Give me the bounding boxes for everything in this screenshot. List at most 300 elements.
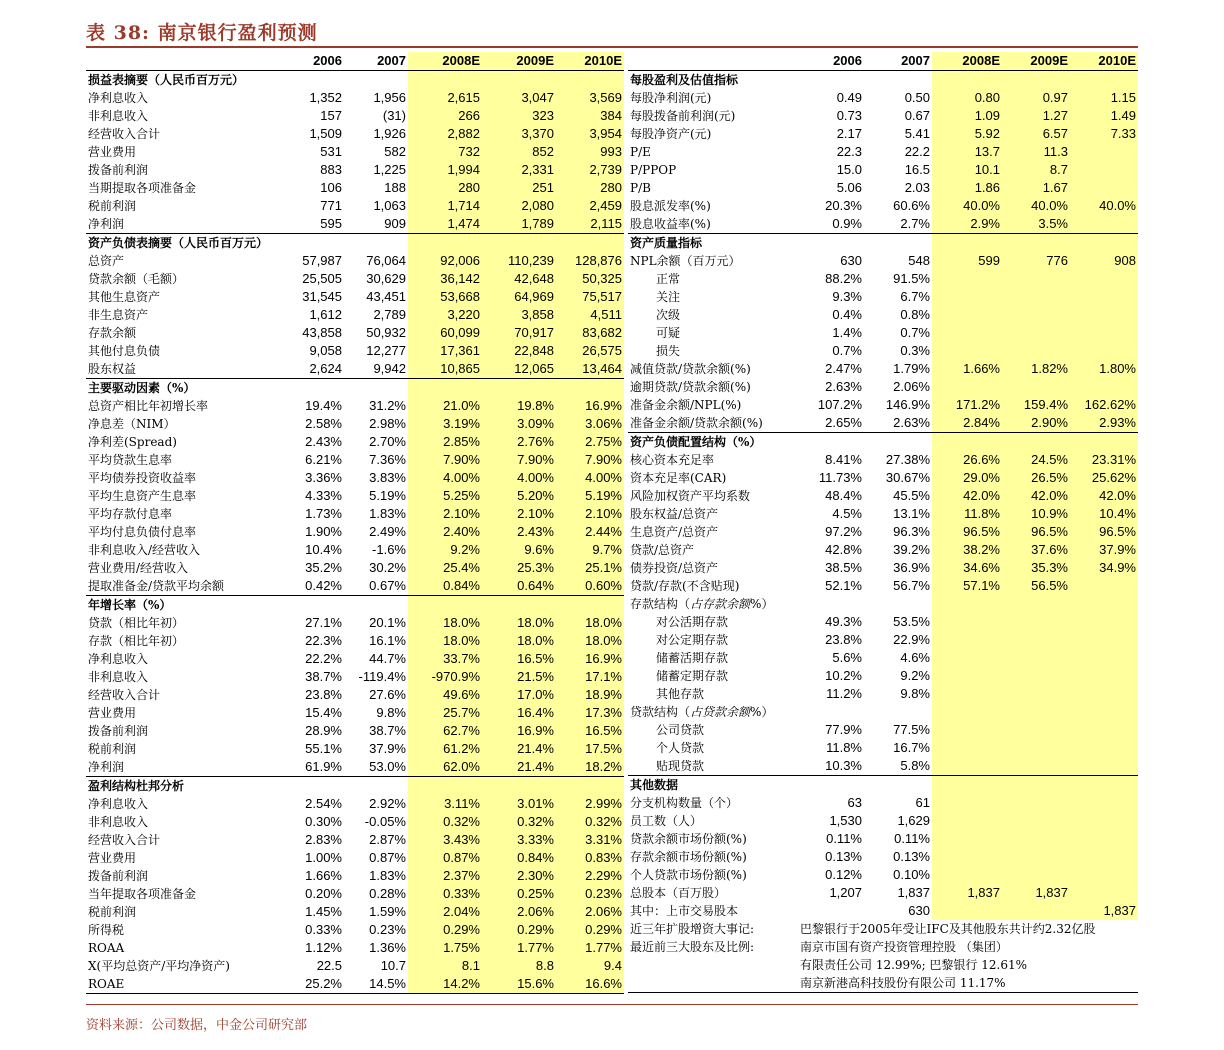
empty-cell: [798, 433, 864, 452]
value-cell-2007: 2.98%: [369, 416, 406, 431]
value-cell-2008E: 0.29%: [408, 921, 482, 939]
value-cell-2008E: 171.2%: [932, 396, 1002, 414]
data-row: [86, 849, 624, 867]
value-cell-2009E: [1002, 739, 1070, 757]
column-header-2008E: 2008E: [932, 52, 1002, 71]
data-row: [86, 758, 624, 777]
data-row: [628, 613, 1138, 631]
row-label-text: 净利息收入: [88, 652, 149, 666]
value-cell-2008E: 38.2%: [932, 541, 1002, 559]
row-label-text: NPL余额（百万元）: [630, 254, 741, 268]
section-header-row: [86, 596, 624, 615]
row-label: [86, 831, 280, 849]
row-label-text: 非利息收入: [88, 109, 149, 123]
value-cell-2010E: 18.2%: [556, 758, 624, 777]
value-cell-2009E: 96.5%: [1002, 523, 1070, 541]
value-cell-2010E: 2,739: [556, 161, 624, 179]
value-cell-2007: 630: [908, 903, 930, 918]
value-cell-2009E: [1002, 848, 1070, 866]
data-row: [86, 577, 624, 596]
value-cell-2008E: 1,837: [932, 884, 1002, 902]
value-cell-2008E: 34.6%: [932, 559, 1002, 577]
data-row: [86, 288, 624, 306]
row-label: [628, 830, 798, 848]
value-cell-2010E: 2.29%: [556, 867, 624, 885]
value-cell-2007: 1.36%: [369, 940, 406, 955]
data-row: [86, 831, 624, 849]
column-header-row: [628, 52, 1138, 71]
value-cell-2009E: 15.6%: [482, 975, 556, 994]
value-cell-2008E: 5.25%: [408, 487, 482, 505]
data-row: [86, 704, 624, 722]
section-header: 每股盈利及估值指标: [630, 73, 739, 87]
value-cell-2006: 0.73: [836, 108, 862, 123]
value-cell-2010E: 7.33: [1070, 125, 1138, 143]
empty-cell: [408, 71, 482, 90]
value-cell-2008E: 61.2%: [408, 740, 482, 758]
row-label: [628, 505, 798, 523]
value-cell-2009E: [1002, 306, 1070, 324]
row-label-text: 非利息收入: [88, 815, 149, 829]
value-cell-2009E: [1002, 378, 1070, 396]
value-cell-2010E: 0.60%: [556, 577, 624, 596]
value-cell-2006: 0.30%: [305, 814, 342, 829]
value-cell-2010E: [1070, 739, 1138, 757]
note-row: [628, 974, 1138, 993]
value-cell-2010E: [1070, 866, 1138, 884]
value-cell-2006: 106: [320, 180, 342, 195]
value-cell-2009E: 11.3: [1002, 143, 1070, 161]
value-cell-2006: 15.4%: [305, 705, 342, 720]
value-cell-2007: 5.8%: [900, 758, 930, 773]
empty-cell: [344, 234, 408, 253]
data-row: [628, 89, 1138, 107]
value-cell-2007: 0.67%: [369, 578, 406, 593]
value-cell-2007: 45.5%: [893, 488, 930, 503]
value-cell-2009E: [1002, 342, 1070, 360]
row-label-text: 净利息收入: [88, 91, 149, 105]
value-cell-2006: 1.66%: [305, 868, 342, 883]
value-cell-2007: 43,451: [366, 289, 406, 304]
note-text: 南京市国有资产投资管理控股 （集团）: [800, 940, 1008, 954]
row-label: [86, 197, 280, 215]
data-row: [628, 378, 1138, 396]
value-cell-2007: 582: [384, 144, 406, 159]
row-label-text: 可疑: [656, 326, 681, 340]
value-cell-2007: 0.3%: [900, 343, 930, 358]
value-cell-2007: 909: [384, 216, 406, 231]
value-cell-2008E: 280: [408, 179, 482, 197]
data-row: [628, 902, 1138, 920]
row-label: [86, 740, 280, 758]
row-label-text: 非利息收入/经营收入: [88, 543, 201, 557]
empty-cell: [556, 379, 624, 398]
row-label: 贷款结构（占贷款余额%）: [630, 705, 774, 719]
empty-cell: [280, 234, 344, 253]
empty-cell: [864, 433, 932, 452]
value-cell-2007: 0.28%: [369, 886, 406, 901]
row-label-text: 分支机构数量（个）: [630, 796, 739, 810]
value-cell-2007: 0.23%: [369, 922, 406, 937]
data-row: [628, 685, 1138, 703]
value-cell-2006: 0.49: [836, 90, 862, 105]
value-cell-2010E: 50,325: [556, 270, 624, 288]
value-cell-2008E: [932, 342, 1002, 360]
value-cell-2008E: 2,882: [408, 125, 482, 143]
header-blank-cell: [628, 52, 798, 71]
value-cell-2009E: 7.90%: [482, 451, 556, 469]
row-label-text: 对公活期存款: [656, 615, 729, 629]
value-cell-2010E: 5.19%: [556, 487, 624, 505]
value-cell-2007: -119.4%: [358, 669, 406, 684]
value-cell-2006: 8.41%: [825, 452, 862, 467]
row-label: [86, 541, 280, 559]
value-cell-2006: 22.3%: [305, 633, 342, 648]
section-header: 主要驱动因素（%）: [86, 379, 280, 398]
value-cell-2007: 2.92%: [369, 796, 406, 811]
value-cell-2006: 23.8%: [825, 632, 862, 647]
value-cell-2009E: [1002, 866, 1070, 884]
empty-cell: [932, 776, 1002, 795]
value-cell-2006: 38.5%: [825, 560, 862, 575]
row-label: [628, 451, 798, 469]
row-label: [86, 867, 280, 885]
section-header: 损益表摘要（人民币百万元）: [88, 73, 245, 87]
value-cell-2008E: [932, 794, 1002, 812]
data-row: [628, 541, 1138, 559]
data-row: [628, 215, 1138, 234]
data-row: [86, 89, 624, 107]
row-label: [628, 288, 798, 306]
row-label-text: 损失: [656, 344, 681, 358]
row-label-text: 贷款（相比年初）: [88, 616, 185, 630]
value-cell-2007: 27.38%: [885, 452, 930, 467]
row-label: [628, 143, 798, 161]
value-cell-2009E: 6.57: [1002, 125, 1070, 143]
row-label: [628, 721, 798, 739]
value-cell-2007: 2.03: [904, 180, 930, 195]
row-label: [628, 866, 798, 884]
row-label-text: 次级: [656, 308, 681, 322]
note-row: [628, 956, 1138, 974]
row-label-text: 净利息收入: [88, 797, 149, 811]
value-cell-2008E: 7.90%: [408, 451, 482, 469]
value-cell-2007: 7.36%: [369, 452, 406, 467]
row-label: [628, 613, 798, 631]
table-title: 表 38: 南京银行盈利预测: [86, 22, 318, 44]
row-label-text: 对公定期存款: [656, 633, 729, 647]
value-cell-2009E: 5.20%: [482, 487, 556, 505]
note-row: [628, 920, 1138, 938]
value-cell-2007: 0.87%: [369, 850, 406, 865]
value-cell-2008E: 3.43%: [408, 831, 482, 849]
value-cell-2006: 97.2%: [825, 524, 862, 539]
row-label-text: 债券投资/总资产: [630, 561, 719, 575]
data-row: [86, 125, 624, 143]
value-cell-2006: 595: [320, 216, 342, 231]
value-cell-2009E: 40.0%: [1002, 197, 1070, 215]
value-cell-2010E: 25.1%: [556, 559, 624, 577]
value-cell-2007: 3.83%: [369, 470, 406, 485]
value-cell-2009E: 16.5%: [482, 650, 556, 668]
value-cell-2006: 1,612: [309, 307, 342, 322]
data-row: [86, 722, 624, 740]
value-cell-2009E: 852: [482, 143, 556, 161]
value-cell-2006: 11.8%: [826, 740, 862, 755]
value-cell-2009E: [1002, 902, 1070, 920]
row-label-text: 平均生息资产生息率: [88, 489, 197, 503]
data-row: [86, 939, 624, 957]
value-cell-2006: 1,509: [309, 126, 342, 141]
value-cell-2007: (31): [382, 108, 406, 123]
value-cell-2007: 30.2%: [369, 560, 406, 575]
data-row: [86, 957, 624, 975]
row-label-text: 经营收入合计: [88, 127, 161, 141]
value-cell-2008E: [932, 757, 1002, 776]
value-cell-2009E: 2.90%: [1002, 414, 1070, 433]
row-label-text: 员工数（人）: [630, 814, 703, 828]
value-cell-2006: 0.20%: [305, 886, 342, 901]
value-cell-2008E: 4.00%: [408, 469, 482, 487]
value-cell-2009E: [1002, 794, 1070, 812]
value-cell-2009E: 159.4%: [1002, 396, 1070, 414]
value-cell-2009E: 21.4%: [482, 740, 556, 758]
value-cell-2010E: [1070, 812, 1138, 830]
value-cell-2010E: 2.75%: [556, 433, 624, 451]
data-row: [628, 649, 1138, 667]
row-label: [86, 903, 280, 921]
row-label-text: 非生息资产: [88, 308, 149, 322]
row-label: [86, 885, 280, 903]
row-label: [628, 884, 798, 902]
data-row: [86, 740, 624, 758]
value-cell-2009E: 42,648: [482, 270, 556, 288]
section-header: 盈利结构杜邦分析: [86, 777, 280, 796]
row-label: [86, 107, 280, 125]
data-row: [86, 252, 624, 270]
value-cell-2008E: 0.87%: [408, 849, 482, 867]
row-label: [86, 921, 280, 939]
empty-cell: [932, 433, 1002, 452]
empty-cell: [482, 777, 556, 796]
empty-cell: [864, 71, 932, 90]
value-cell-2008E: 60,099: [408, 324, 482, 342]
value-cell-2007: 16.1%: [369, 633, 406, 648]
value-cell-2010E: 18.9%: [556, 686, 624, 704]
value-cell-2007: 91.5%: [893, 271, 930, 286]
value-cell-2009E: 0.29%: [482, 921, 556, 939]
value-cell-2007: 50,932: [366, 325, 406, 340]
row-label-emphasis: 占贷款余额: [690, 705, 751, 719]
value-cell-2009E: 2.76%: [482, 433, 556, 451]
row-label: [628, 631, 798, 649]
value-cell-2010E: [1070, 830, 1138, 848]
value-cell-2006: 4.5%: [832, 506, 862, 521]
row-label: [86, 143, 280, 161]
value-cell-2009E: 26.5%: [1002, 469, 1070, 487]
data-row: [86, 903, 624, 921]
row-label-tail: %）: [750, 597, 774, 611]
right-panel-table: [628, 52, 1138, 993]
value-cell-2008E: 62.7%: [408, 722, 482, 740]
value-cell-2008E: 1.75%: [408, 939, 482, 957]
row-label-text: 股东权益/总资产: [630, 507, 719, 521]
value-cell-2009E: 12,065: [482, 360, 556, 379]
row-label-text: 其他生息资产: [88, 290, 161, 304]
row-label-text: 营业费用: [88, 145, 137, 159]
data-row: [628, 559, 1138, 577]
value-cell-2007: 1,926: [373, 126, 406, 141]
row-label: [86, 215, 280, 234]
data-row: [628, 252, 1138, 270]
row-label: [86, 813, 280, 831]
value-cell-2009E: [1002, 703, 1070, 721]
empty-cell: [1002, 234, 1070, 253]
value-cell-2010E: [1070, 631, 1138, 649]
value-cell-2010E: 1.49: [1070, 107, 1138, 125]
empty-cell: [280, 379, 344, 398]
data-row: [86, 270, 624, 288]
value-cell-2010E: 1.80%: [1070, 360, 1138, 378]
value-cell-2008E: 14.2%: [408, 975, 482, 994]
row-label-text: 每股拨备前利润(元): [630, 109, 736, 123]
row-label: [628, 812, 798, 830]
row-label: [628, 414, 798, 433]
value-cell-2010E: 10.4%: [1070, 505, 1138, 523]
section-header-row: [86, 379, 624, 398]
row-label: [628, 956, 798, 974]
value-cell-2006: 42.8%: [825, 542, 862, 557]
data-row: [86, 415, 624, 433]
value-cell-2008E: 49.6%: [408, 686, 482, 704]
value-cell-2007: 16.7%: [893, 740, 930, 755]
row-label-text: 净利润: [88, 760, 125, 774]
value-cell-2008E: 10.1: [932, 161, 1002, 179]
value-cell-2010E: 13,464: [556, 360, 624, 379]
row-label-text: 存款余额: [88, 326, 137, 340]
value-cell-2009E: [1002, 721, 1070, 739]
data-row: [628, 288, 1138, 306]
row-label-text: 贷款余额市场份额(%): [630, 832, 747, 846]
value-cell-2007: 2.87%: [369, 832, 406, 847]
value-cell-2010E: 40.0%: [1070, 197, 1138, 215]
value-cell-2007: 0.50: [904, 90, 930, 105]
empty-cell: [932, 71, 1002, 90]
value-cell-2009E: 37.6%: [1002, 541, 1070, 559]
row-label: [628, 794, 798, 812]
row-label: [86, 324, 280, 342]
row-label-text: 提取准备金/贷款平均余额: [88, 579, 225, 593]
row-label-text: 存款余额市场份额(%): [630, 850, 747, 864]
value-cell-2010E: 9.7%: [556, 541, 624, 559]
value-cell-2008E: 17,361: [408, 342, 482, 360]
data-row: [86, 813, 624, 831]
value-cell-2007: 60.6%: [893, 198, 930, 213]
value-cell-2006: 10.3%: [825, 758, 862, 773]
row-label: [628, 559, 798, 577]
value-cell-2009E: 22,848: [482, 342, 556, 360]
data-row: [628, 414, 1138, 433]
row-label: [86, 523, 280, 541]
value-cell-2007: 548: [908, 253, 930, 268]
value-cell-2010E: 280: [556, 179, 624, 197]
value-cell-2006: 2.83%: [305, 832, 342, 847]
empty-cell: [408, 234, 482, 253]
value-cell-2008E: 11.8%: [932, 505, 1002, 523]
data-row: [86, 614, 624, 632]
row-label: [86, 722, 280, 740]
data-row: [628, 739, 1138, 757]
row-label: [86, 577, 280, 596]
value-cell-2007: 1.83%: [369, 868, 406, 883]
row-label-text: 每股净利润(元): [630, 91, 712, 105]
value-cell-2006: 1.73%: [305, 506, 342, 521]
value-cell-2010E: [1070, 848, 1138, 866]
data-row: [86, 523, 624, 541]
value-cell-2009E: 1.27: [1002, 107, 1070, 125]
value-cell-2009E: 2.30%: [482, 867, 556, 885]
data-row: [86, 650, 624, 668]
value-cell-2009E: 3.5%: [1002, 215, 1070, 234]
value-cell-2007: 10.7: [380, 958, 406, 973]
data-row: [86, 324, 624, 342]
value-cell-2006: 0.12%: [825, 867, 862, 882]
row-label-text: 总资产: [88, 254, 125, 268]
value-cell-2010E: 0.83%: [556, 849, 624, 867]
value-cell-2010E: 3.31%: [556, 831, 624, 849]
value-cell-2007: 44.7%: [369, 651, 406, 666]
row-label: [628, 523, 798, 541]
value-cell-2008E: 1.09: [932, 107, 1002, 125]
value-cell-2006: 22.2%: [305, 651, 342, 666]
row-label: [86, 415, 280, 433]
value-cell-2006: 1.12%: [305, 940, 342, 955]
value-cell-2007: 9.2%: [900, 668, 930, 683]
value-cell-2010E: [1070, 613, 1138, 631]
value-cell-2010E: 2.06%: [556, 903, 624, 921]
top-rule: [86, 46, 1138, 48]
row-label: [628, 125, 798, 143]
column-header-2006: 2006: [798, 52, 864, 71]
row-label-text: 股息收益率(%): [630, 217, 711, 231]
value-cell-2008E: [932, 739, 1002, 757]
value-cell-2010E: 0.29%: [556, 921, 624, 939]
column-header-2010E: 2010E: [556, 52, 624, 71]
value-cell-2006: 1,207: [829, 885, 862, 900]
empty-cell: [798, 776, 864, 795]
value-cell-2009E: 3,047: [482, 89, 556, 107]
data-row: [628, 342, 1138, 360]
data-row: [628, 125, 1138, 143]
value-cell-2006: 2.58%: [305, 416, 342, 431]
empty-cell: [280, 596, 344, 615]
value-cell-2008E: 92,006: [408, 252, 482, 270]
data-row: [86, 686, 624, 704]
value-cell-2006: 1,530: [829, 813, 862, 828]
row-label: [628, 360, 798, 378]
value-cell-2010E: 17.5%: [556, 740, 624, 758]
value-cell-2007: [864, 595, 932, 613]
row-label: [628, 541, 798, 559]
value-cell-2009E: [1002, 324, 1070, 342]
row-label: [628, 577, 798, 595]
data-row: [628, 107, 1138, 125]
row-label-text: 公司贷款: [656, 723, 705, 737]
row-label-text: 总资产相比年初增长率: [88, 399, 209, 413]
value-cell-2006: 2.54%: [305, 796, 342, 811]
value-cell-2008E: 8.1: [408, 957, 482, 975]
row-label: [86, 252, 280, 270]
